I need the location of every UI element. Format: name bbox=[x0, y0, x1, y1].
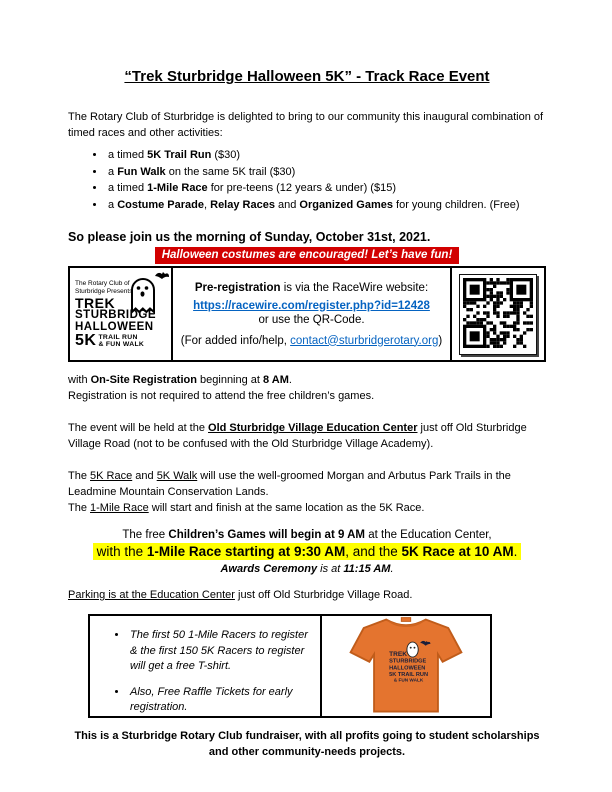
join-us-line: So please join us the morning of Sunday, October 31st, 2021. bbox=[68, 230, 431, 244]
event-logo bbox=[69, 267, 172, 361]
list-item: • Also, Free Raffle Tickets for early registration. bbox=[128, 685, 312, 716]
qr-instruction-line: or use the QR-Code. bbox=[258, 313, 365, 326]
costume-banner: Halloween costumes are encouraged! Let’s have fun! bbox=[155, 247, 460, 264]
games-time-line: The free Children’s Games will begin at 9 AM at the Education Center, bbox=[122, 529, 492, 541]
fundraiser-footer: This is a Sturbridge Rotary Club fundraiser, with all profits going to student scholarships and other community-needs projects. bbox=[74, 730, 540, 758]
logo-presents-text: The Rotary Club of Sturbridge Presents bbox=[75, 279, 133, 295]
activities-list bbox=[106, 147, 546, 213]
svg-text:& FUN WALK: & FUN WALK bbox=[393, 677, 424, 683]
intro-paragraph: The Rotary Club of Sturbridge is delighted to bring to our community this inaugural combination of timed races and other activities: bbox=[68, 111, 544, 139]
list-item: • a Costume Parade, Relay Races and Organized Games for young children. (Free) bbox=[106, 197, 546, 214]
page-title: “Trek Sturbridge Halloween 5K” - Track Race Event bbox=[124, 68, 490, 85]
svg-text:STURBRIDGE: STURBRIDGE bbox=[389, 658, 427, 665]
trails-line: The 5K Race and 5K Walk will use the well-groomed Morgan and Arbutus Park Trails in the Leadmine Mountain Conservation Lands. bbox=[68, 470, 511, 498]
registration-link[interactable]: https://racewire.com/register.php?id=12428 bbox=[193, 299, 430, 312]
costume-banner-row bbox=[68, 247, 546, 264]
logo-line-5k bbox=[75, 331, 169, 349]
perks-list bbox=[128, 628, 312, 716]
perks-box bbox=[88, 614, 492, 718]
parking-line: Parking is at the Education Center just off Old Sturbridge Village Road. bbox=[68, 589, 413, 601]
race-times-highlight: with the 1-Mile Race starting at 9:30 AM, and the 5K Race at 10 AM. bbox=[93, 543, 522, 560]
tshirt-image bbox=[322, 616, 490, 716]
onsite-line: with On-Site Registration beginning at 8 AM. bbox=[68, 374, 292, 386]
preregistration-line: Pre-registration is via the RaceWire website: bbox=[194, 281, 429, 294]
logo-fun-walk: & FUN WALK bbox=[98, 340, 145, 348]
trails-block bbox=[68, 468, 546, 516]
logo-line-halloween: HALLOWEEN bbox=[75, 321, 154, 334]
registration-table bbox=[68, 266, 546, 362]
list-item: • a timed 1-Mile Race for pre-teens (12 years & under) ($15) bbox=[106, 180, 546, 197]
qr-cell bbox=[451, 267, 545, 361]
svg-text:HALLOWEEN: HALLOWEEN bbox=[389, 665, 426, 672]
svg-text:TREK: TREK bbox=[389, 651, 407, 659]
logo-5k-text: 5K bbox=[75, 331, 97, 349]
schedule-block bbox=[68, 529, 546, 575]
logo-trail-run: TRAIL RUN bbox=[98, 333, 138, 341]
highlight-row bbox=[68, 543, 546, 560]
list-item: • a timed 5K Trail Run ($30) bbox=[106, 147, 546, 164]
perks-text-cell bbox=[90, 616, 322, 716]
logo-subtitle bbox=[98, 334, 144, 348]
awards-ceremony-line: Awards Ceremony is at 11:15 AM. bbox=[220, 563, 394, 575]
ghost-icon bbox=[125, 270, 169, 316]
venue-paragraph: The event will be held at the Old Sturbridge Village Education Center just off Old Sturbridge Village Road (not to be confused with the Old Sturbridge Village Academy). bbox=[68, 422, 527, 450]
help-line: (For added info/help, contact@sturbridgerotary.org) bbox=[180, 334, 443, 347]
list-item: • The first 50 1-Mile Racers to register & the first 150 5K Racers to register will get a free T-shirt. bbox=[128, 628, 312, 675]
svg-text:5K TRAIL RUN: 5K TRAIL RUN bbox=[389, 671, 429, 678]
one-mile-line: The 1-Mile Race will start and finish at the same location as the 5K Race. bbox=[68, 502, 425, 514]
preregistration-cell bbox=[172, 267, 451, 361]
list-item: • a Fun Walk on the same 5K trail ($30) bbox=[106, 164, 546, 181]
no-registration-line: Registration is not required to attend the free children’s games. bbox=[68, 390, 375, 402]
logo-line-trek: TREK bbox=[75, 295, 116, 312]
qr-code bbox=[459, 274, 537, 355]
onsite-registration-block bbox=[68, 372, 546, 404]
hyperlink[interactable]: contact@sturbridgerotary.org bbox=[290, 334, 439, 347]
logo-line-sturbridge: STURBRIDGE bbox=[75, 309, 157, 322]
